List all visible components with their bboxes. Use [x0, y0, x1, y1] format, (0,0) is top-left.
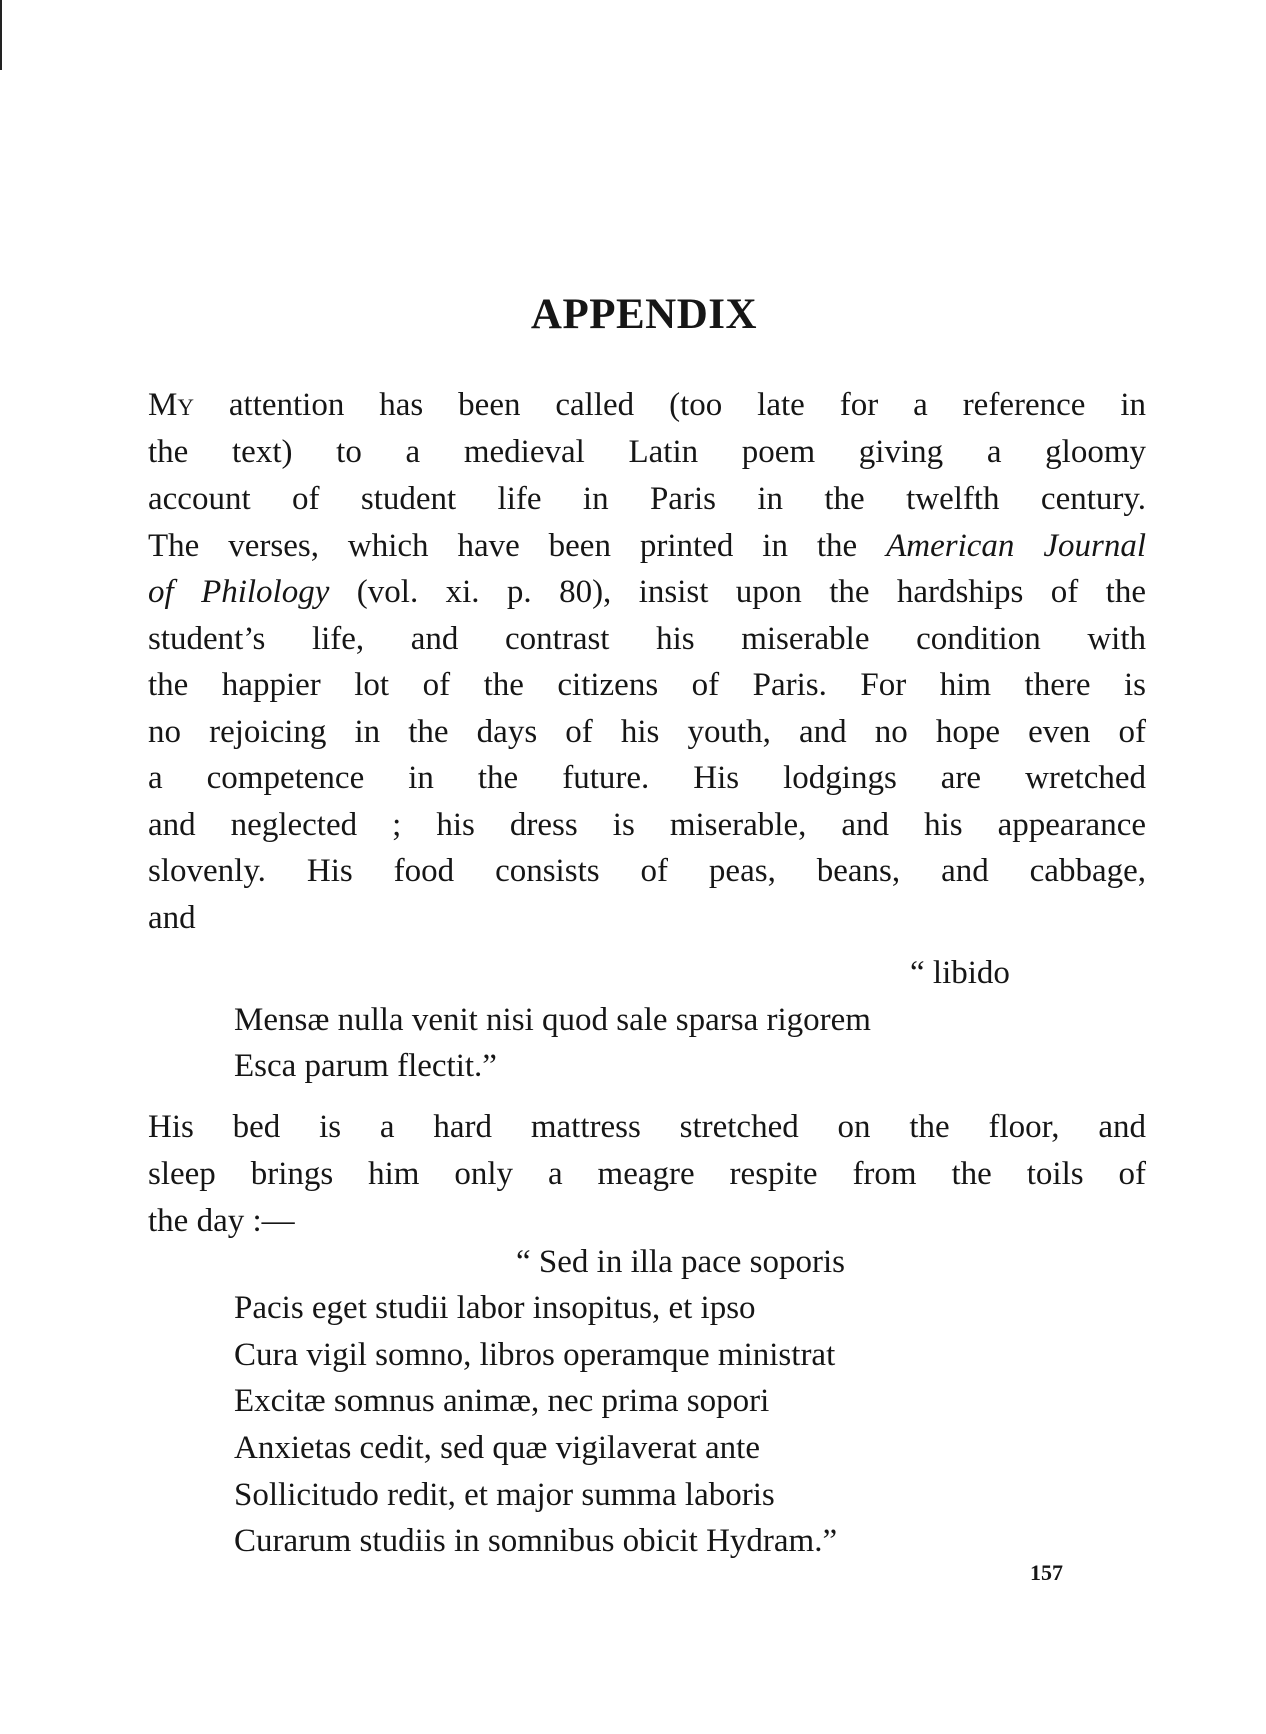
text-line: a competence in the future. His lodgings are wretched — [148, 760, 1146, 796]
text-line: and neglected ; his dress is miserable, and his appearance — [148, 807, 1146, 843]
line-text: (vol. xi. p. 80), insist upon the hardships of the — [329, 574, 1146, 610]
text-line: and — [148, 900, 196, 936]
verse-line: Esca parum flectit.” — [234, 1048, 497, 1084]
verse-line: Pacis eget studii labor insopitus, et ipso — [234, 1290, 756, 1326]
verse-line: Excitæ somnus animæ, nec prima sopori — [234, 1383, 770, 1419]
line-text: The verses, which have been printed in the — [148, 528, 887, 564]
verse-line: “ libido — [910, 955, 1010, 991]
drop-word: My — [148, 387, 194, 423]
scan-edge — [0, 0, 2, 70]
page-title: APPENDIX — [530, 291, 758, 338]
text-line: His bed is a hard mattress stretched on the floor, and — [148, 1109, 1146, 1145]
text-line — [148, 572, 1146, 612]
page-number: 157 — [1030, 1560, 1063, 1585]
text-line — [148, 385, 1146, 425]
journal-title: American Journal — [886, 528, 1147, 564]
text-line: the day :— — [148, 1203, 295, 1239]
text-line: sleep brings him only a meagre respite from the toils of — [148, 1156, 1146, 1192]
text-line: slovenly. His food consists of peas, beans, and cabbage, — [148, 853, 1146, 889]
verse-line: Anxietas cedit, sed quæ vigilaverat ante — [234, 1430, 761, 1466]
verse-line: Curarum studiis in somnibus obicit Hydram.” — [234, 1523, 838, 1559]
line-text: attention has been called (too late for a reference in — [193, 387, 1146, 423]
text-line: account of student life in Paris in the twelfth century. — [148, 481, 1146, 517]
verse-line: Cura vigil somno, libros operamque ministrat — [234, 1337, 836, 1373]
text-line — [148, 526, 1146, 566]
verse-line: Mensæ nulla venit nisi quod sale sparsa rigorem — [234, 1002, 871, 1038]
text-line: no rejoicing in the days of his youth, and no hope even of — [148, 714, 1146, 750]
journal-title: of Philology — [148, 574, 330, 610]
text-line: student’s life, and contrast his miserable condition with — [148, 621, 1146, 657]
verse-line: Sollicitudo redit, et major summa laboris — [234, 1477, 775, 1513]
verse-line: “ Sed in illa pace soporis — [516, 1244, 846, 1280]
text-line: the happier lot of the citizens of Paris. For him there is — [148, 667, 1146, 703]
text-line: the text) to a medieval Latin poem giving a gloomy — [148, 434, 1146, 470]
